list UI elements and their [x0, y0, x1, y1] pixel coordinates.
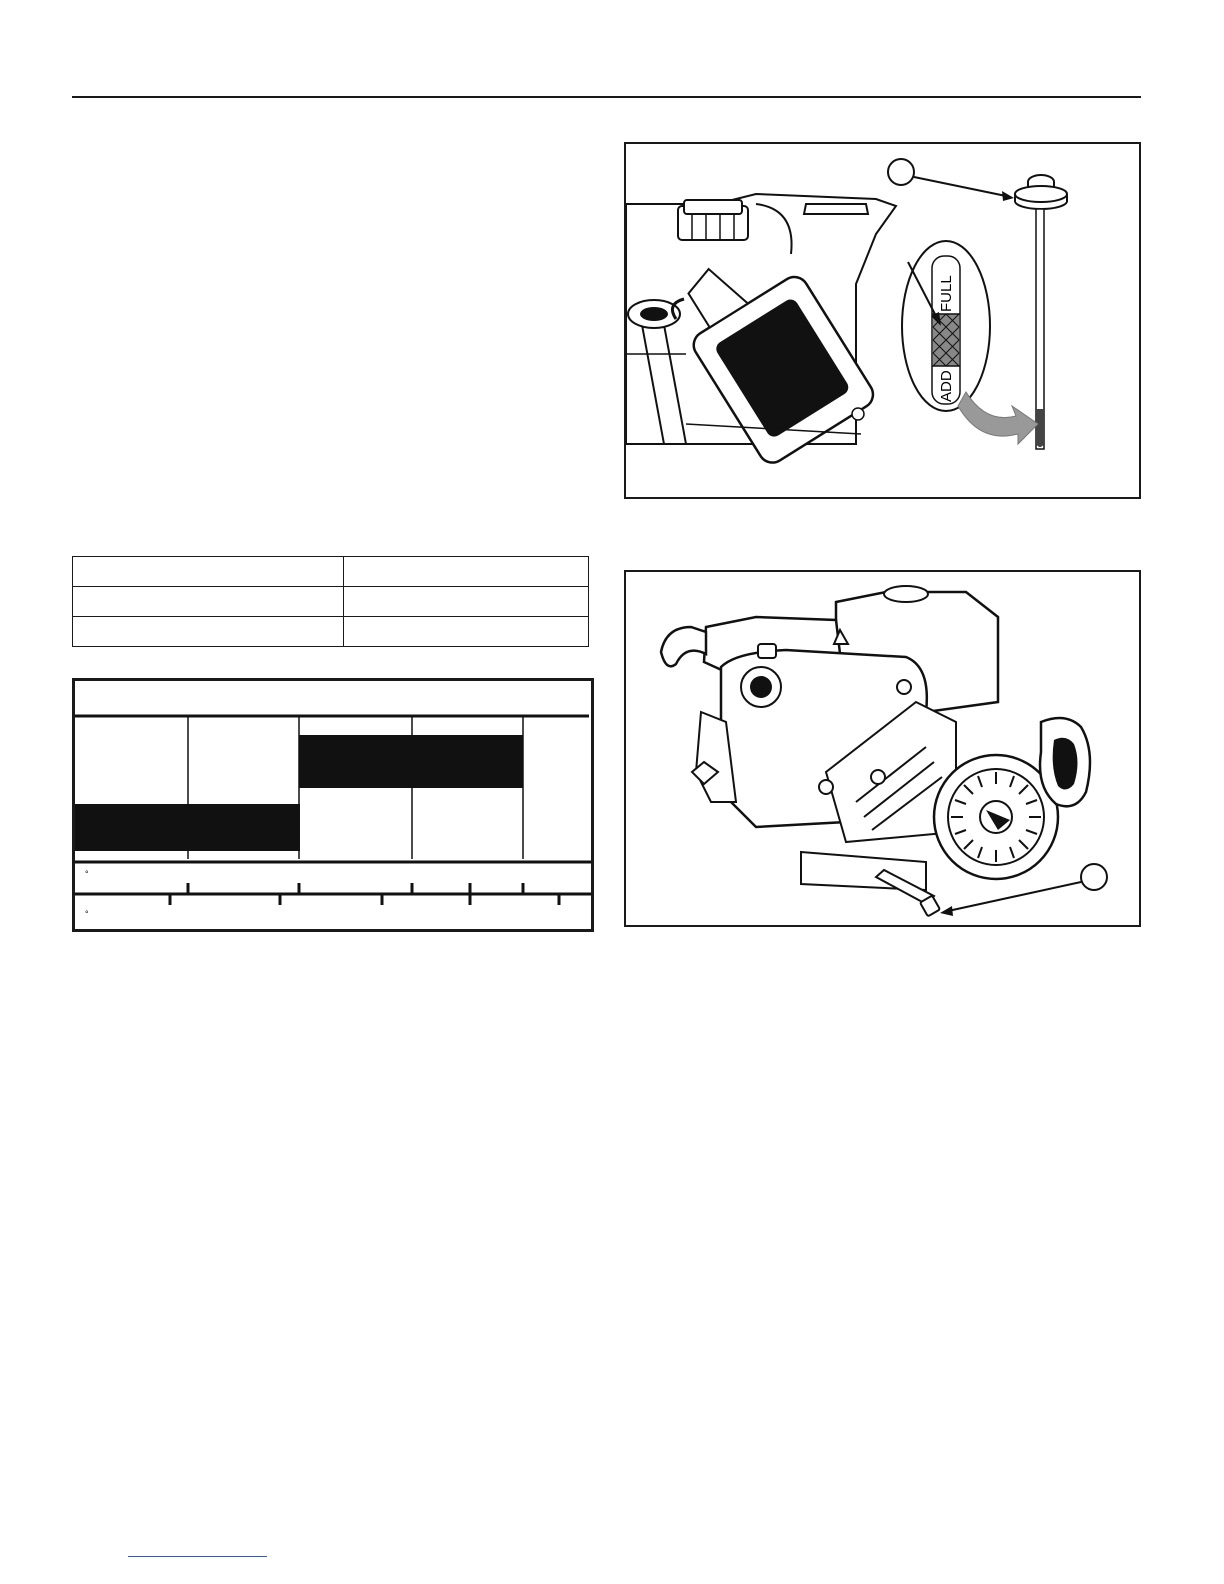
viscosity-range-bar	[75, 804, 300, 851]
table-row	[73, 587, 589, 617]
table-cell	[344, 557, 589, 587]
table-cell	[73, 587, 344, 617]
engine-figure	[624, 570, 1141, 927]
table-cell	[344, 617, 589, 647]
header-rule	[72, 96, 1141, 98]
spec-table	[72, 556, 589, 647]
viscosity-range-bar	[299, 735, 523, 788]
dipstick-add-label: ADD	[938, 370, 955, 402]
table-cell	[73, 557, 344, 587]
table-row	[73, 557, 589, 587]
dipstick-full-label: FULL	[938, 275, 955, 312]
table-row	[73, 617, 589, 647]
table-cell	[344, 587, 589, 617]
oil-fill-figure	[624, 142, 1141, 499]
viscosity-chart-graphic	[75, 681, 591, 929]
oil-viscosity-chart	[72, 678, 594, 932]
oil-fill-illustration	[626, 144, 1139, 497]
engine-illustration	[626, 572, 1139, 925]
footer-link-underline[interactable]	[128, 1556, 267, 1557]
degree-symbol-row1: °	[85, 869, 89, 879]
degree-symbol-row2: °	[85, 909, 89, 919]
table-cell	[73, 617, 344, 647]
